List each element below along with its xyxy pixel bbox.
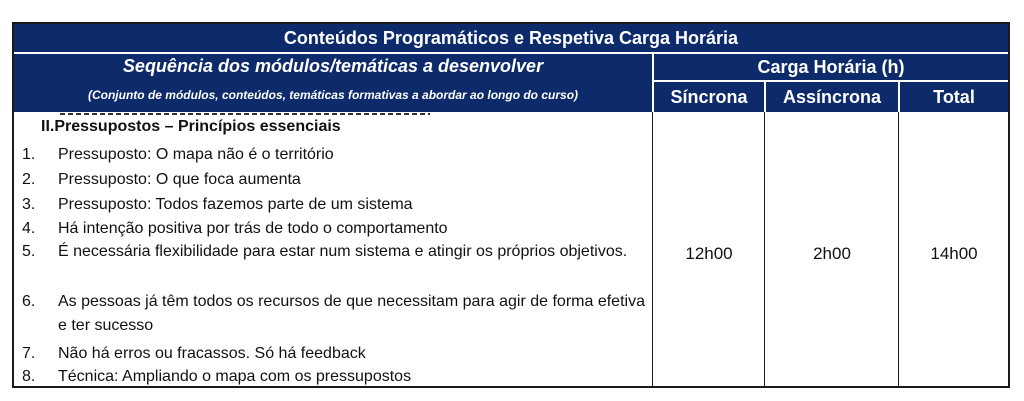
item-number: 7. [22,345,36,362]
workload-header: Carga Horária (h) [654,54,1008,82]
modules-header [14,54,652,112]
value-total: 14h00 [930,244,978,263]
column-assincrona: Assíncrona [766,82,898,112]
table-title: Conteúdos Programáticos e Respetiva Carga Horária [14,24,1008,54]
item-text: Pressuposto: O que foca aumenta [58,171,301,188]
item-number: 1. [22,146,36,163]
item-number: 4. [22,220,36,237]
item-text: Pressuposto: O mapa não é o território [58,146,334,163]
item-number: 8. [22,368,36,385]
program-content-table [12,22,1010,388]
item-text: É necessária flexibilidade para estar num sistema e atingir os próprios objetivos. [58,243,628,260]
item-text: As pessoas já têm todos os recursos de que necessitam para agir de forma efetiva e ter sucesso [58,293,645,334]
item-number: 2. [22,171,36,188]
column-total: Total [900,82,1008,112]
clipped-previous-row [60,112,430,116]
body-divider [764,112,765,386]
body-divider [652,112,653,386]
column-sincrona: Síncrona [654,82,764,112]
section-title: II.Pressupostos – Princípios essenciais [41,118,341,135]
body-divider [898,112,899,386]
item-text: Técnica: Ampliando o mapa com os pressupostos [58,368,412,385]
item-number: 6. [22,293,36,310]
item-number: 5. [22,243,36,260]
item-number: 3. [22,196,36,213]
value-assincrona: 2h00 [813,244,851,263]
item-text: Há intenção positiva por trás de todo o comportamento [58,220,448,237]
modules-header-title: Sequência dos módulos/temáticas a desenvolver [122,56,544,76]
item-text: Pressuposto: Todos fazemos parte de um sistema [58,196,413,213]
modules-header-subtitle: (Conjunto de módulos, conteúdos, temáticas formativas a abordar ao longo do curso) [87,88,579,102]
item-text: Não há erros ou fracassos. Só há feedback [58,345,366,362]
value-sincrona: 12h00 [685,244,733,263]
